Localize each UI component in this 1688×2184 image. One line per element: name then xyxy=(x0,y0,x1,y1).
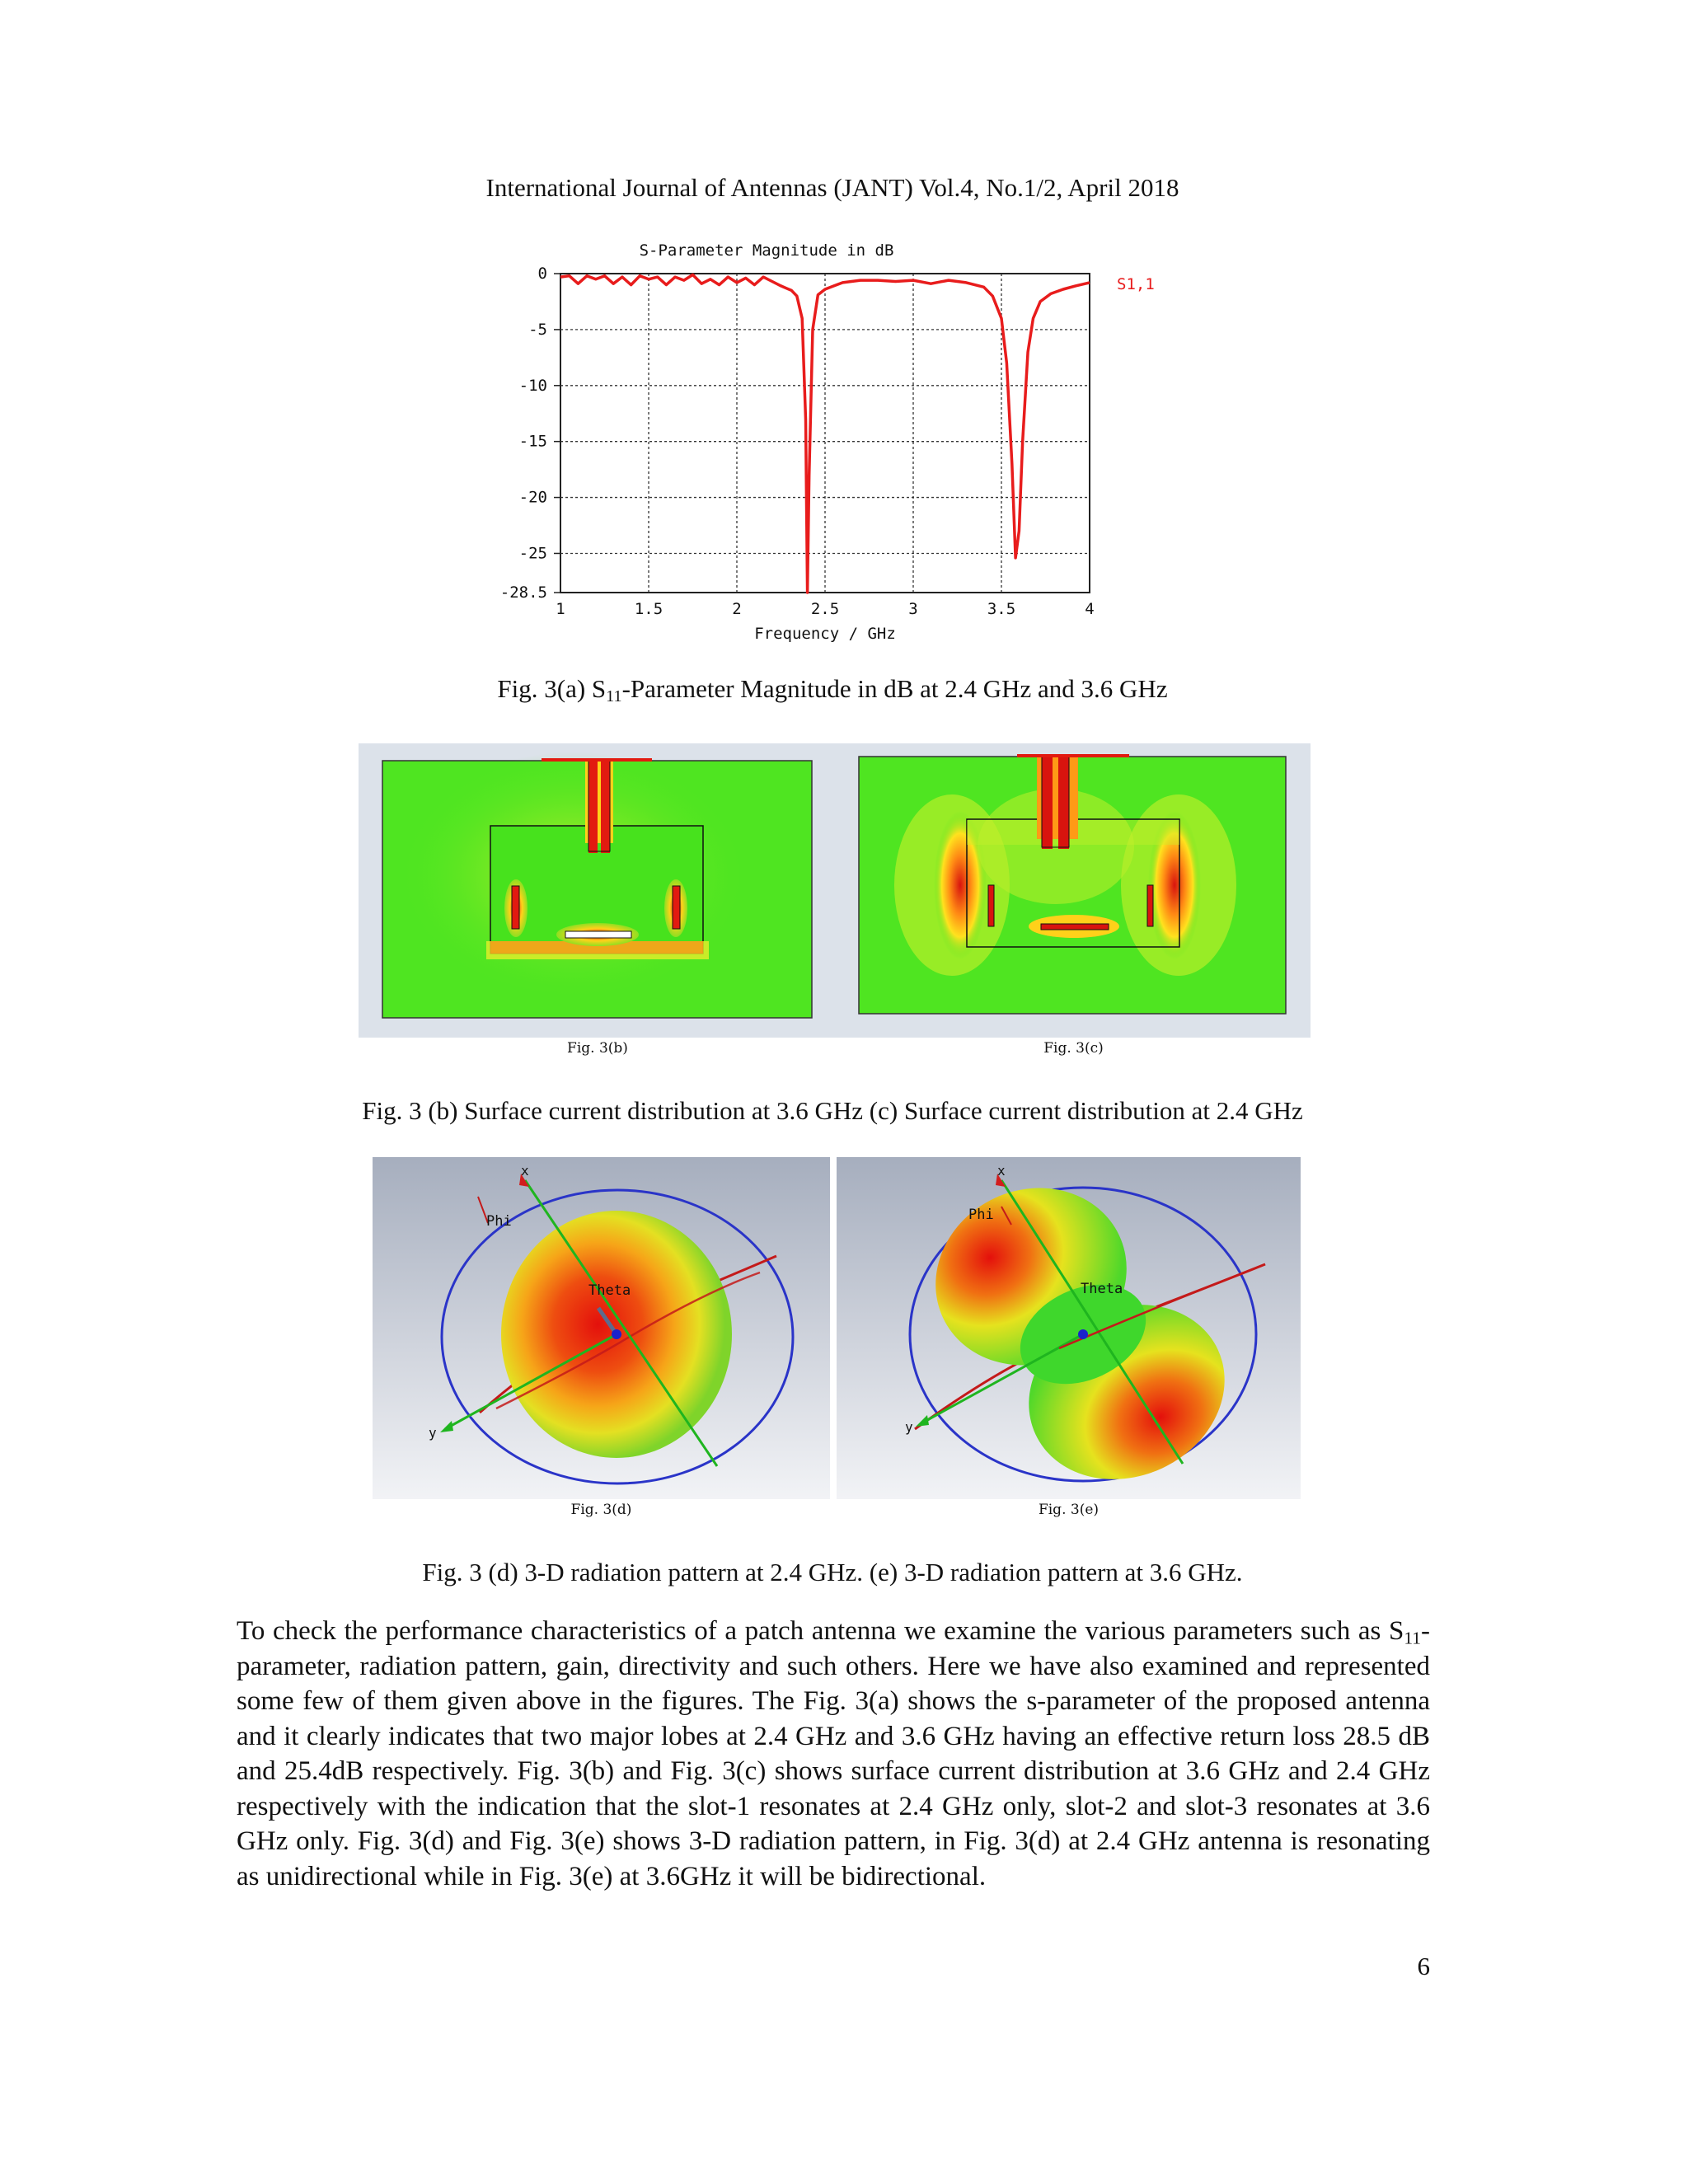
fig-3e-label: Fig. 3(e) xyxy=(1038,1502,1100,1518)
3e-phi-label: Phi xyxy=(968,1207,994,1223)
y-tick-label: -10 xyxy=(518,376,547,395)
page-number: 6 xyxy=(1417,1952,1430,1980)
x-tick-label: 3.5 xyxy=(987,600,1016,618)
y-tick-label: -28.5 xyxy=(499,583,547,602)
fig-3d-label: Fig. 3(d) xyxy=(570,1502,632,1518)
3d-axis-x: x xyxy=(521,1163,529,1179)
x-tick-label: 1.5 xyxy=(634,600,663,618)
s11-line-chart xyxy=(486,235,1187,651)
chart-ticks xyxy=(500,265,1095,618)
fig-3a-caption xyxy=(0,674,1665,704)
fig-3b-label: Fig. 3(b) xyxy=(567,1040,628,1057)
fig-3a-caption-sub: 11 xyxy=(606,687,622,706)
x-tick-label: 2.5 xyxy=(810,600,840,618)
surface-current-3c xyxy=(837,743,1311,1038)
legend-entry-s11: S1,1 xyxy=(1117,275,1155,293)
3d-phi-label: Phi xyxy=(486,1213,512,1230)
radiation-pattern-3e xyxy=(837,1157,1301,1499)
body-text-b: -parameter, radiation pattern, gain, directivity and such others. Here we have also examined and represented some few of them given above in the figures. The Fig. 3(a) shows the s-parameter of the proposed antenna and it clearly indicates that two major lobes at 2.4 GHz and 3.6 GHz having an effective return loss 28.5 dB and 25.4dB respectively. Fig. 3(b) and Fig. 3(c) shows surface current distribution at 3.6 GHz and 2.4 GHz respectively with the indication that the slot-1 resonates at 2.4 GHz only, slot-2 and slot-3 resonates at 3.6 GHz only. Fig. 3(d) and Fig. 3(e) shows 3-D radiation pattern, in Fig. 3(d) at 2.4 GHz antenna is resonating as unidirectional while in Fig. 3(e) at 3.6GHz it will be bidirectional. xyxy=(237,1616,1430,1891)
fig-3a-caption-prefix: Fig. 3(a) S xyxy=(497,674,607,703)
fig-3a-caption-suffix: -Parameter Magnitude in dB at 2.4 GHz and 3.6 GHz xyxy=(621,674,1168,703)
body-text-sub: 11 xyxy=(1404,1628,1421,1648)
body-paragraph xyxy=(237,1614,1430,1894)
y-tick-label: -5 xyxy=(528,320,547,339)
3d-theta-label: Theta xyxy=(588,1282,631,1299)
surface-current-3b xyxy=(359,743,837,1038)
x-tick-label: 3 xyxy=(908,600,918,618)
chart-title: S-Parameter Magnitude in dB xyxy=(639,241,894,260)
x-tick-label: 4 xyxy=(1085,600,1095,618)
y-tick-label: -20 xyxy=(518,488,547,507)
fig-3d-panel xyxy=(373,1157,830,1518)
x-tick-label: 2 xyxy=(732,600,742,618)
running-head: International Journal of Antennas (JANT) Vol.4, No.1/2, April 2018 xyxy=(485,173,1179,202)
3e-theta-label: Theta xyxy=(1081,1281,1123,1297)
fig-3de-caption: Fig. 3 (d) 3-D radiation pattern at 2.4 GHz. (e) 3-D radiation pattern at 3.6 GHz. xyxy=(422,1558,1243,1586)
y-tick-label: 0 xyxy=(537,265,547,283)
fig-3bc-caption: Fig. 3 (b) Surface current distribution at 3.6 GHz (c) Surface current distribution at 2.4 GHz xyxy=(362,1096,1303,1125)
fig-3e-panel xyxy=(837,1157,1301,1518)
3d-axis-y: y xyxy=(429,1425,437,1441)
fig-3c-panel xyxy=(837,743,1311,1057)
fig-3c-label: Fig. 3(c) xyxy=(1043,1040,1104,1057)
fig-3b-panel xyxy=(359,743,837,1057)
radiation-pattern-3d xyxy=(373,1157,830,1499)
x-tick-label: 1 xyxy=(556,600,565,618)
3e-axis-x: x xyxy=(997,1163,1006,1179)
body-text-a: To check the performance characteristics of a patch antenna we examine the various parameters such as S xyxy=(237,1616,1404,1646)
y-tick-label: -25 xyxy=(518,544,547,563)
y-tick-label: -15 xyxy=(518,432,547,451)
x-axis-label: Frequency / GHz xyxy=(754,625,896,643)
3e-axis-y: y xyxy=(905,1419,913,1435)
